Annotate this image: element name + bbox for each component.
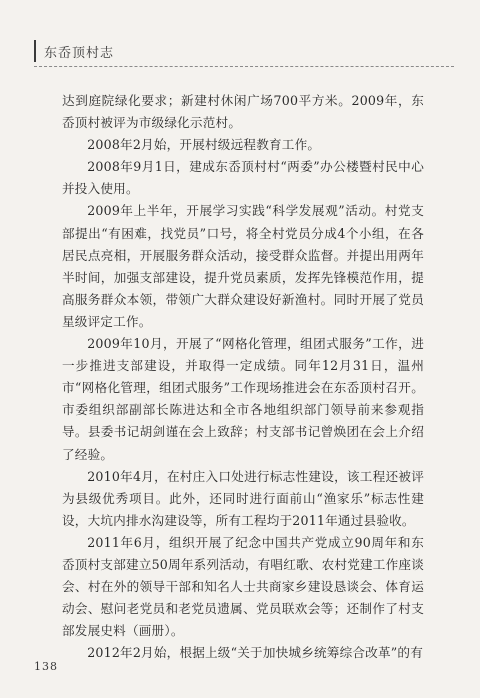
paragraph-truncated: 2012年2月始，根据上级“关于加快城乡统筹综合改革”的有: [87, 645, 423, 661]
running-header: [34, 38, 114, 64]
paragraph: 2008年2月始，开展村级远程教育工作。: [87, 137, 321, 153]
header-bar: [34, 40, 36, 62]
paragraph: 2009年10月，开展了“网格化管理，组团式服务”工作，进一步推进支部建设，并取得一定成绩。同年12月31日，温州市“网格化管理，组团式服务”工作现场推进会在东岙顶村召开。市委组织部副部长陈进达和全市各地组织部门领导前来参观指导。县委书记胡剑谨在会上致辞；村支部书记曾焕团在会上介绍了经验。: [62, 336, 424, 462]
paragraph: 2011年6月，组织开展了纪念中国共产党成立90周年和东岙顶村支部建立50周年系列活动，有唱红歌、农村党建工作座谈会、村在外的领导干部和知名人士共商家乡建设恳谈会、体育运动会、慰问老党员和老党员遗属、党员联欢会等；还制作了村支部发展史料（画册）。: [62, 534, 424, 639]
header-divider: [34, 66, 454, 67]
page-number: 138: [34, 660, 58, 673]
paragraph: 2009年上半年，开展学习实践“科学发展观”活动。村党支部提出“有困难，找党员”口号，将全村党员分成4个小组，在各居民点亮相，开展服务群众活动，接受群众监督。并提出用两年半时间，加强支部建设，提升党员素质，发挥先锋模范作用，提高服务群众本领，带领广大群众建设好新渔村。同时开展了党员星级评定工作。: [62, 203, 424, 329]
header-title: 东岙顶村志: [44, 45, 115, 61]
paragraph: 2010年4月，在村庄入口处进行标志性建设，该工程还被评为县级优秀项目。此外，还同时进行面前山“渔家乐”标志性建设，大坑内排水沟建设等，所有工程均于2011年通过县验收。: [62, 468, 424, 528]
body-text: [62, 90, 424, 664]
paragraph: 2008年9月1日，建成东岙顶村村“两委”办公楼暨村民中心并投入使用。: [62, 159, 424, 197]
paragraph-continued: 达到庭院绿化要求；新建村休闲广场700平方米。2009年，东岙顶村被评为市级绿化示范村。: [62, 93, 424, 131]
